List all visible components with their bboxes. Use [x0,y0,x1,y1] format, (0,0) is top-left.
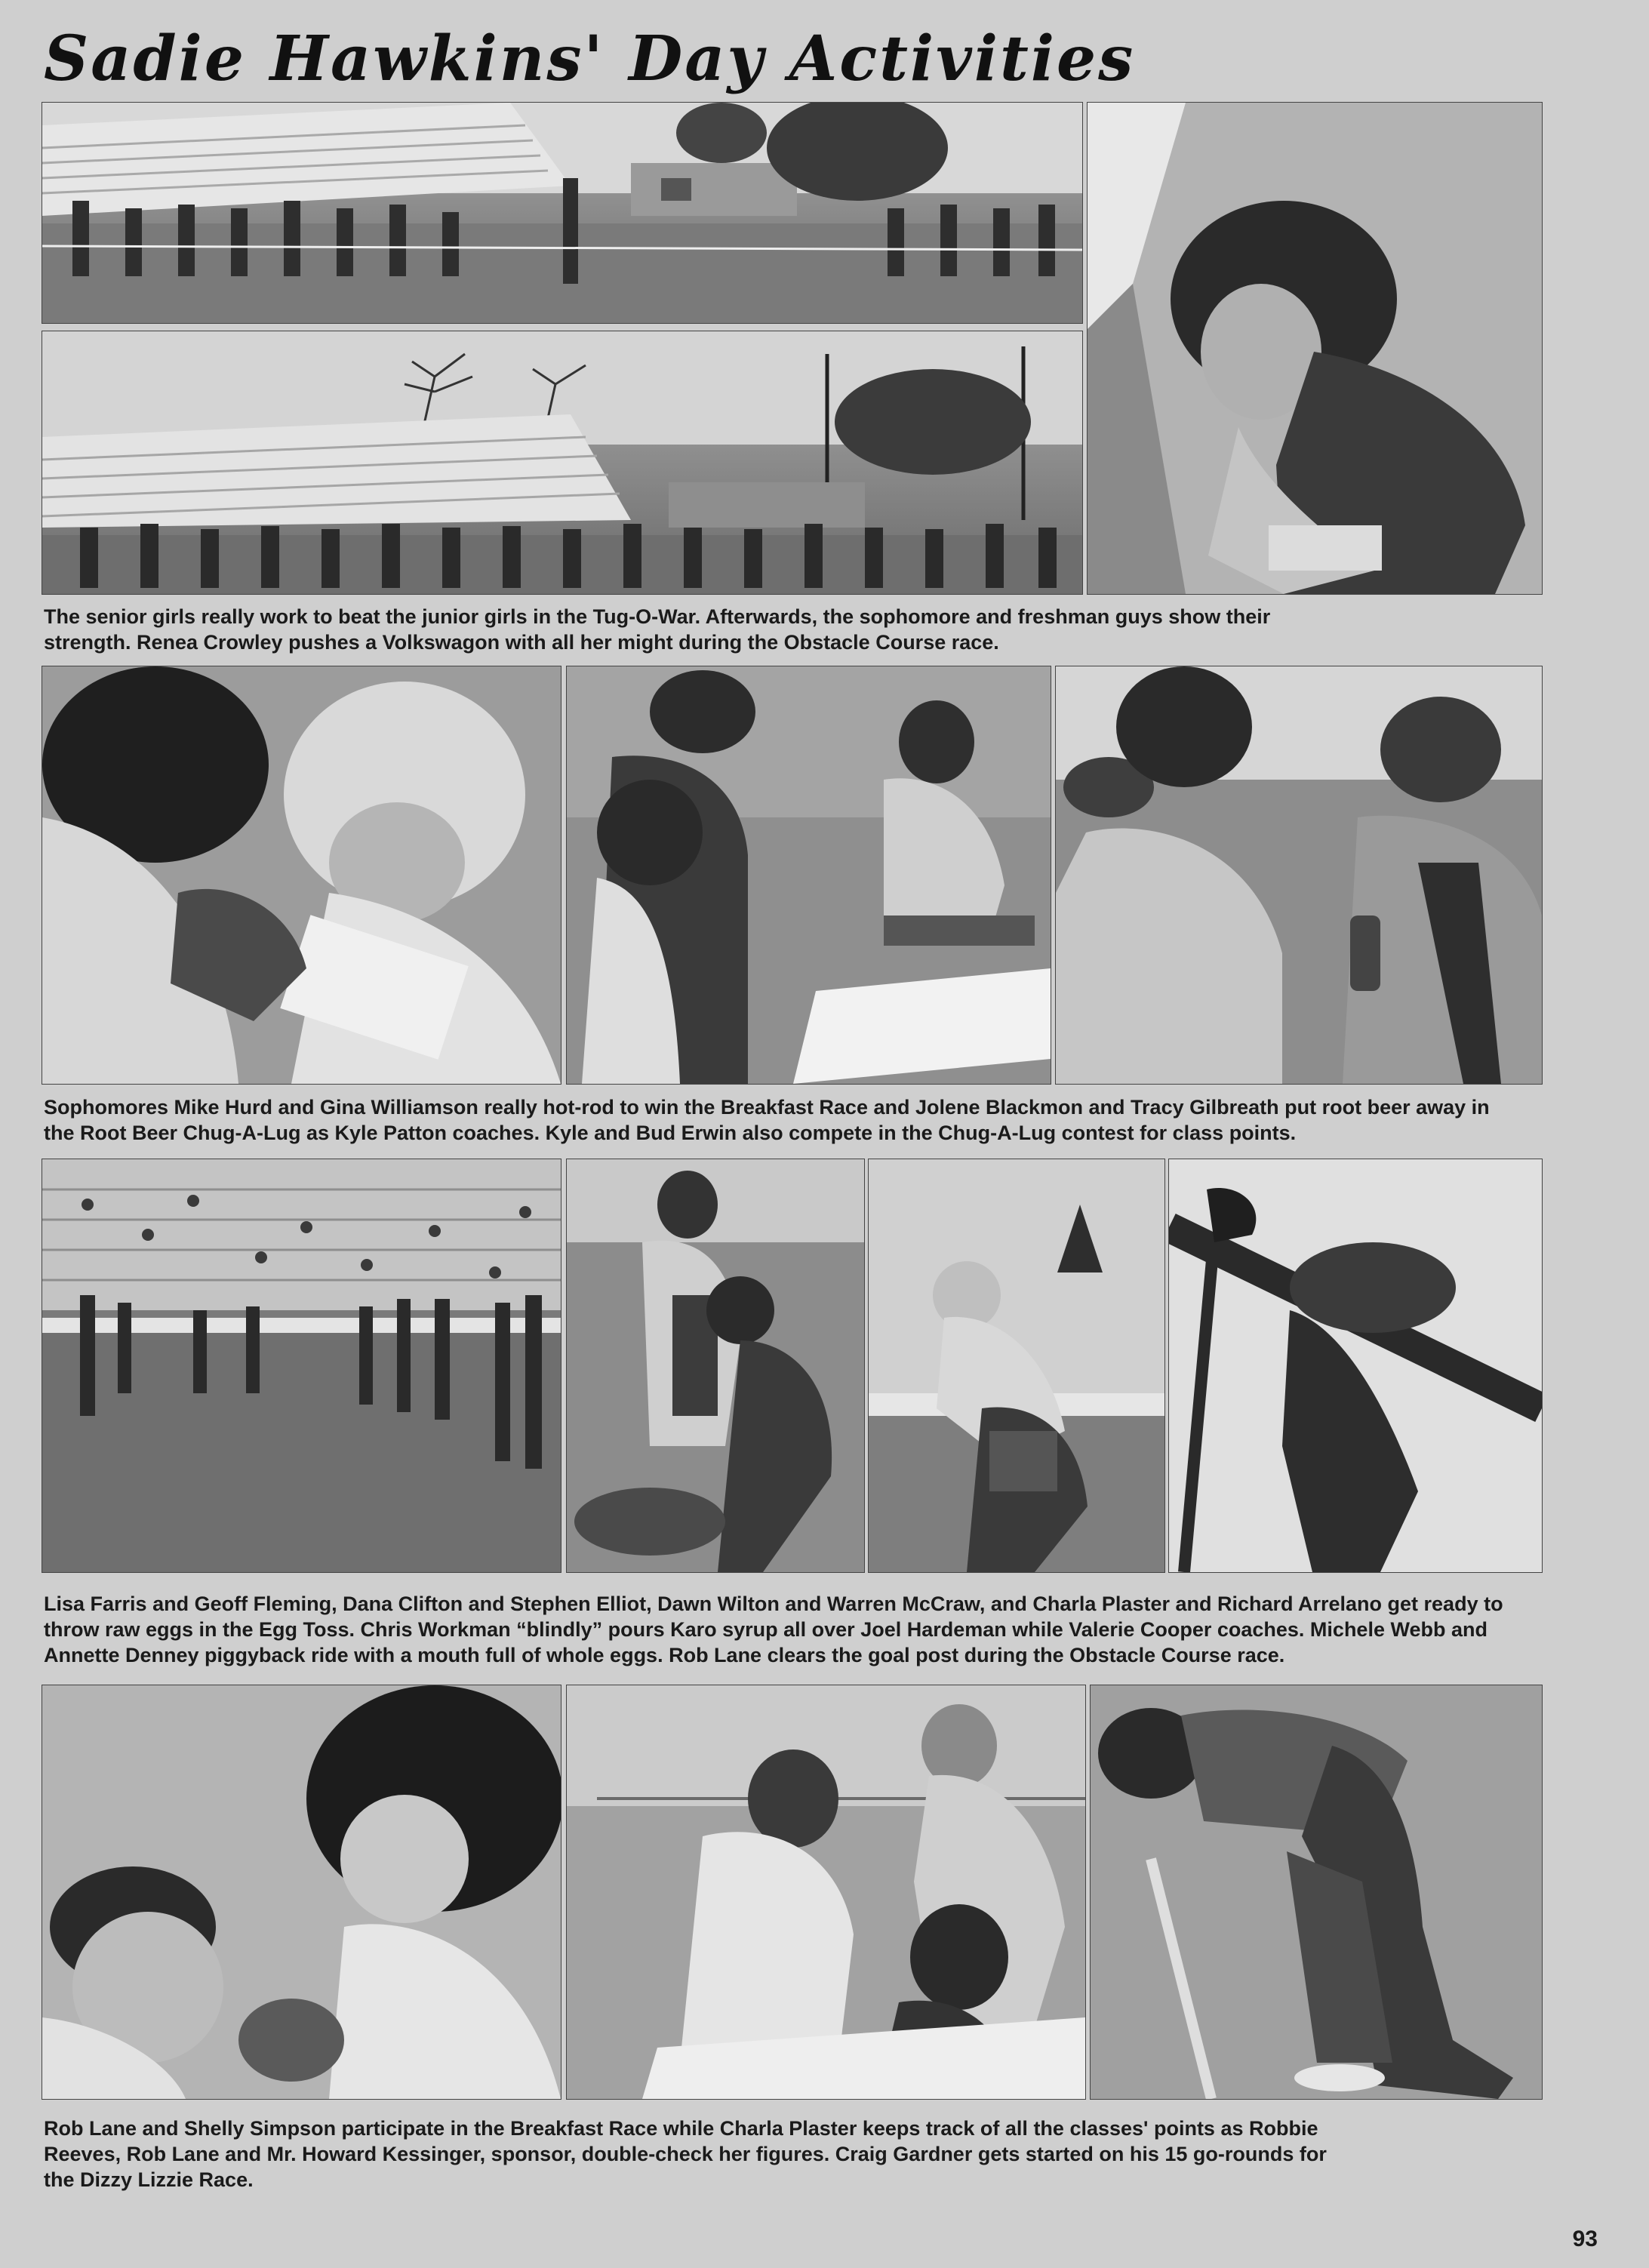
caption-breakfast-race [44,1094,1546,1146]
photo-chug-a-lug-guys [1055,666,1543,1085]
caption-tug-of-war [44,604,1546,655]
photo-point-scorekeeping [566,1685,1086,2100]
page-number: 93 [1572,2226,1598,2251]
photo-dizzy-lizzie-race [1090,1685,1543,2100]
caption-line: The senior girls really work to beat the junior girls in the Tug-O-War. Afterwards, the sophomore and freshman guys show their [44,605,1271,628]
caption-line: the Dizzy Lizzie Race. [44,2168,254,2191]
photo-tug-of-war-guys [42,331,1083,595]
photo-egg-toss [42,1159,561,1573]
caption-line: Lisa Farris and Geoff Fleming, Dana Clifton and Stephen Elliot, Dawn Wilton and Warren McCraw, and Charla Plaster and Richard Arrelano get ready to [44,1593,1503,1615]
caption-line: strength. Renea Crowley pushes a Volkswagon with all her might during the Obstacle Course race. [44,631,999,654]
caption-line: the Root Beer Chug-A-Lug as Kyle Patton coaches. Kyle and Bud Erwin also compete in the Chug-A-Lug contest for class points. [44,1122,1297,1144]
page-title: Sadie Hawkins' Day Activities [44,23,1136,95]
caption-egg-toss [44,1591,1546,1668]
photo-breakfast-race [42,666,561,1085]
photo-volkswagon-push [1087,102,1543,595]
photo-karo-syrup [566,1159,865,1573]
photo-tug-of-war-girls [42,102,1083,324]
photo-breakfast-race-rob-shelly [42,1685,561,2100]
caption-breakfast-race-scores [44,2116,1546,2193]
photo-piggyback-ride [868,1159,1165,1573]
caption-line: Sophomores Mike Hurd and Gina Williamson really hot-rod to win the Breakfast Race and Jolene Blackmon and Tracy Gilbreath put root beer away in [44,1096,1490,1119]
photo-goal-post-clear [1168,1159,1543,1573]
photo-root-beer-chug-girls [566,666,1051,1085]
caption-line: throw raw eggs in the Egg Toss. Chris Workman “blindly” pours Karo syrup all over Joel Hardeman while Valerie Cooper coaches. Michele Webb and [44,1618,1487,1641]
caption-line: Annette Denney piggyback ride with a mouth full of whole eggs. Rob Lane clears the goal post during the Obstacle Course race. [44,1644,1285,1666]
caption-line: Reeves, Rob Lane and Mr. Howard Kessinger, sponsor, double-check her figures. Craig Gardner gets started on his 15 go-rounds for [44,2143,1327,2165]
caption-line: Rob Lane and Shelly Simpson participate in the Breakfast Race while Charla Plaster keeps track of all the classes' points as Robbie [44,2117,1318,2140]
